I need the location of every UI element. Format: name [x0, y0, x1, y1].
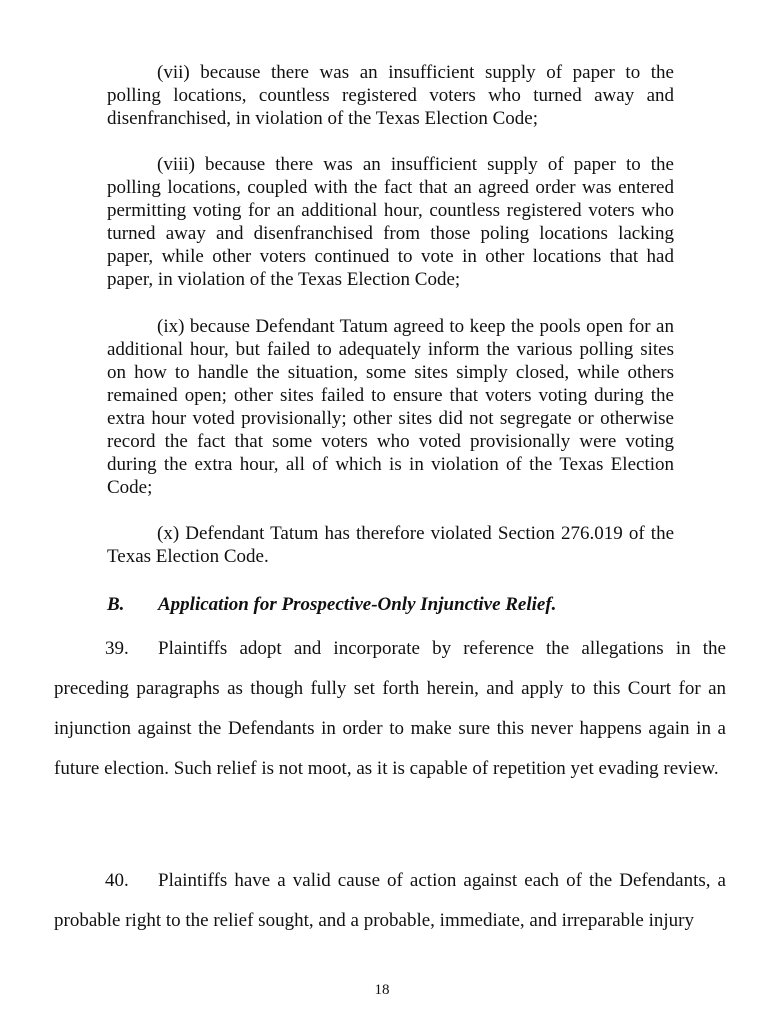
section-title: Application for Prospective-Only Injunctive Relief.	[158, 594, 557, 615]
list-item-x: (x) Defendant Tatum has therefore violated Section 276.019 of the Texas Election Code.	[107, 523, 674, 567]
paragraph-text: Plaintiffs adopt and incorporate by reference the allegations in the preceding paragraphs as though fully set forth herein, and apply to this Court for an injunction against the Defendants in order to make sure this never happens again in a future election. Such relief is not moot, as it is capable of repetition yet evading review.	[54, 638, 726, 779]
paragraph-number: 39.	[105, 638, 129, 659]
paragraph-text: Plaintiffs have a valid cause of action against each of the Defendants, a probable right to the relief sought, and a probable, immediate, and irreparable injury	[54, 870, 726, 931]
list-item-ix: (ix) because Defendant Tatum agreed to keep the pools open for an additional hour, but failed to adequately inform the various polling sites on how to handle the situation, some sites simply closed, while others remained open; other sites failed to ensure that voters voting during the extra hour voted provisionally; other sites did not segregate or otherwise record the fact that some voters who voted provisionally were voting during the extra hour, all of which is in violation of the Texas Election Code;	[107, 316, 674, 498]
paragraph-40	[54, 861, 726, 941]
paragraph-number: 40.	[105, 870, 129, 891]
list-item-viii: (viii) because there was an insufficient supply of paper to the polling locations, coupled with the fact that an agreed order was entered permitting voting for an additional hour, countless registered voters who turned away and disenfranchised from those poling locations lacking paper, while other voters continued to vote in other locations that had paper, in violation of the Texas Election Code;	[107, 154, 674, 290]
list-item-vii: (vii) because there was an insufficient supply of paper to the polling locations, countless registered voters who turned away and disenfranchised, in violation of the Texas Election Code;	[107, 62, 674, 129]
paragraph-39	[54, 629, 726, 789]
section-marker: B.	[107, 594, 125, 615]
page-number: 18	[374, 982, 390, 998]
section-heading	[107, 593, 556, 616]
